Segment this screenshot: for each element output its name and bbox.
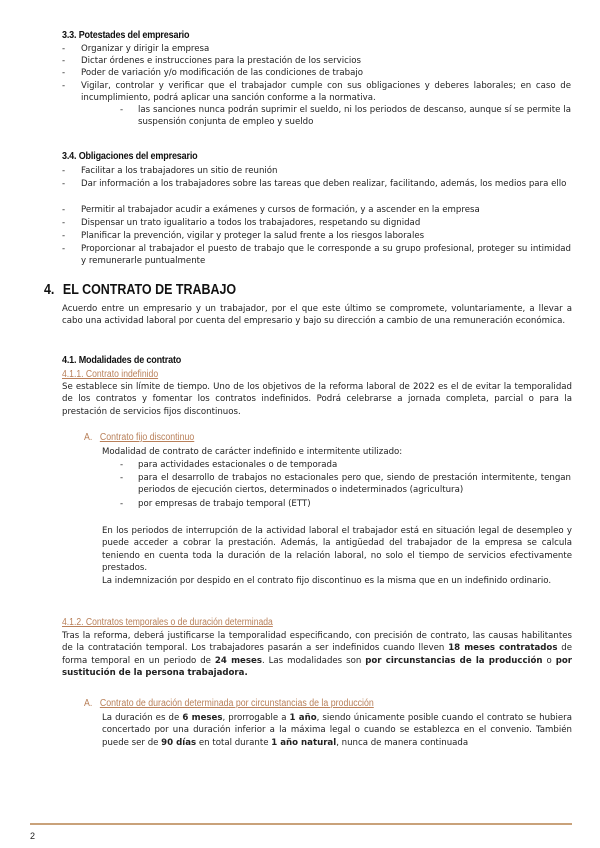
list-item: - Poder de variación y/o modificación de las condiciones de trabajo <box>81 67 571 79</box>
list-item: - Proporcionar al trabajador el puesto de trabajo que le corresponde a su grupo profesional, proteger su intimidad y remunerarle puntualmente <box>81 243 571 268</box>
section-3-3-heading: 3.3. Potestades del empresario <box>62 29 190 41</box>
subsection-intro: Modalidad de contrato de carácter indefinido e intermitente utilizado: <box>102 447 403 457</box>
text-run: . Las modalidades son <box>261 655 366 666</box>
subsection-title: Contrato de duración determinada por circunstancias de la producción <box>99 698 374 709</box>
section-3-4-heading: 3.4. Obligaciones del empresario <box>62 150 198 162</box>
paragraph: La indemnización por despido en el contrato fijo discontinuo es la misma que en un indefinido ordinario. <box>102 576 552 586</box>
list-item: - Dictar órdenes e instrucciones para la prestación de los servicios <box>81 55 571 67</box>
text-run: La duración es de <box>102 713 183 723</box>
section-4-intro: Acuerdo entre un empresario y un trabajador, por el que este último se compromete, voluntariamente, a llevar a cabo una actividad laboral por cuenta del empresario y bajo su dirección a cambio de una remuneración económica. <box>62 304 572 327</box>
subsection-a-heading <box>84 698 374 709</box>
text-run: en total durante <box>196 737 272 748</box>
paragraph: En los periodos de interrupción de la actividad laboral el trabajador está en situación legal de desempleo y puede acceder a cobrar la prestación. Además, la antigüedad del trabajador de la empresa se calcula teniendo en cuenta toda la duración de la relación laboral, no solo el tiempo de servicios efectivamente prestados. <box>102 526 572 573</box>
list-item: - Facilitar a los trabajadores un sitio de reunión <box>81 165 571 177</box>
text-run: de forma temporal en un periodo de <box>62 643 572 666</box>
list-item: - Dar información a los trabajadores sobre las tareas que deben realizar, facilitando, además, los medios para ello <box>81 178 571 190</box>
paragraph <box>102 712 572 749</box>
list-item: - para actividades estacionales o de temporada <box>138 459 571 471</box>
emphasis: 1 año <box>289 713 317 723</box>
footer-rule <box>30 823 572 825</box>
subsection-a-heading <box>84 432 194 443</box>
subsection-title: Contrato fijo discontinuo <box>99 432 195 443</box>
section-title: EL CONTRATO DE TRABAJO <box>62 282 237 298</box>
section-4-1-2-text <box>62 630 572 679</box>
emphasis: 1 año natural <box>271 737 337 748</box>
section-4-1-1-text: Se establece sin límite de tiempo. Uno de los objetivos de la reforma laboral de 2022 es el de evitar la temporalidad de los contratos y fomentar los contratos indefinidos. Podrá celebrarse a jornada completa, parcial o para la prestación de servicios fijos discontinuos. <box>62 382 572 417</box>
list-item: - Permitir al trabajador acudir a exámenes y cursos de formación, y a ascender en la empresa <box>81 204 571 216</box>
list-item: - Vigilar, controlar y verificar que el trabajador cumple con sus obligaciones y deberes laborales; en caso de incumplimiento, podrá aplicar una sanción conforme a la normativa. <box>81 80 571 105</box>
section-4-1-2-heading: 4.1.2. Contratos temporales o de duración determinada <box>62 617 273 628</box>
section-4-1-heading: 4.1. Modalidades de contrato <box>62 354 182 366</box>
text-run: , prorrogable a <box>222 713 290 723</box>
text-run: o <box>542 655 556 666</box>
sub-list-item: - las sanciones nunca podrán suprimir el sueldo, ni los periodos de descanso, aunque sí se permite la suspensión conjunta de empleo y sueldo <box>138 104 571 129</box>
subsection-letter: A. <box>84 698 93 709</box>
list-item: - Planificar la prevención, vigilar y proteger la salud frente a los riesgos laborales <box>81 230 571 242</box>
list-item: - para el desarrollo de trabajos no estacionales pero que, siendo de prestación intermitente, tengan periodos de ejecución ciertos, determinados o indeterminados (agricultura) <box>138 472 571 497</box>
emphasis: 90 días <box>161 737 197 748</box>
emphasis: 6 meses <box>182 713 223 723</box>
list-item: - Organizar y dirigir la empresa <box>81 43 571 55</box>
section-number: 4. <box>44 282 55 298</box>
page-number: 2 <box>30 831 36 841</box>
list-item: - por empresas de trabajo temporal (ETT) <box>138 498 571 510</box>
emphasis: 24 meses <box>214 655 262 666</box>
text-run: , nunca de manera continuada <box>336 737 469 748</box>
emphasis: por sustitución de la persona trabajadora. <box>62 655 572 678</box>
subsection-letter: A. <box>84 432 93 443</box>
emphasis: 18 meses contratados <box>448 643 558 654</box>
section-4-heading <box>44 282 236 298</box>
text-run: , siendo únicamente posible cuando el contrato se hubiera concertado por una duración inferior a la máxima legal o cuando se establezca en el convenio. También puede ser de <box>102 713 572 748</box>
text-run: Tras la reforma, deberá justificarse la temporalidad especificando, con precisión de contrato, las causas habilitantes de la contratación temporal. Los trabajadores pasarán a ser indefinidos cuando lleven <box>62 631 572 654</box>
section-4-1-1-heading: 4.1.1. Contrato indefinido <box>62 369 159 380</box>
emphasis: por circunstancias de la producción <box>365 655 543 666</box>
list-item: - Dispensar un trato igualitario a todos los trabajadores, respetando su dignidad <box>81 217 571 229</box>
